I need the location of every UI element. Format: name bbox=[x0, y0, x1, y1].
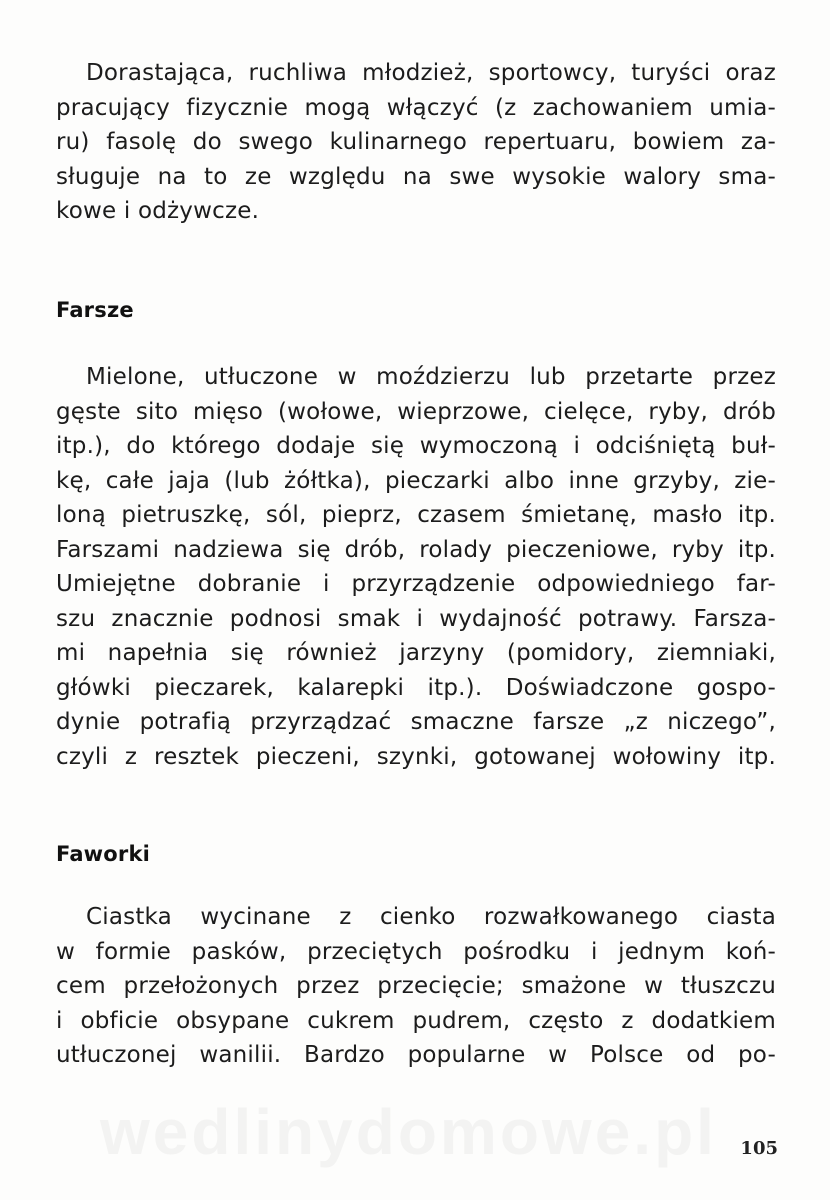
text-line: cem przełożonych przez przecięcie; smażone w tłuszczu bbox=[56, 973, 776, 999]
text-line: utłuczonej wanilii. Bardzo popularne w Polsce od po- bbox=[56, 1042, 776, 1068]
text-line: Farszami nadziewa się drób, rolady pieczeniowe, ryby itp. bbox=[56, 536, 776, 563]
text-line: kę, całe jaja (lub żółtka), pieczarki albo inne grzyby, zie- bbox=[56, 467, 776, 494]
text-line: kowe i odżywcze. bbox=[56, 198, 260, 224]
watermark-text: wedlinydomowe.pl bbox=[100, 1096, 717, 1168]
text-line: Umiejętne dobranie i przyrządzenie odpowiedniego far- bbox=[56, 571, 776, 597]
text-line: itp.), do którego dodaje się wymoczoną i odciśniętą buł- bbox=[56, 433, 776, 459]
text-line: sługuje na to ze względu na swe wysokie walory sma- bbox=[56, 163, 776, 190]
section-heading-faworki: Faworki bbox=[56, 842, 151, 866]
text-line: loną pietruszkę, sól, pieprz, czasem śmietanę, masło itp. bbox=[56, 502, 776, 528]
text-line: Dorastająca, ruchliwa młodzież, sportowcy, turyści oraz bbox=[86, 60, 776, 86]
text-line: szu znacznie podnosi smak i wydajność potrawy. Farsza- bbox=[56, 605, 776, 632]
text-line: w formie pasków, przeciętych pośrodku i jednym koń- bbox=[56, 938, 776, 965]
text-line: i obficie obsypane cukrem pudrem, często z dodatkiem bbox=[56, 1007, 776, 1034]
text-line: dynie potrafią przyrządzać smaczne farsze „z niczego”, bbox=[56, 709, 776, 735]
intro-paragraph bbox=[56, 56, 776, 229]
text-line: ru) fasolę do swego kulinarnego repertuaru, bowiem za- bbox=[56, 129, 776, 155]
farsze-paragraph bbox=[56, 360, 776, 774]
text-line: mi napełnia się również jarzyny (pomidory, ziemniaki, bbox=[56, 640, 776, 666]
text-line: gęste sito mięso (wołowe, wieprzowe, cielęce, ryby, drób bbox=[56, 398, 776, 425]
page-number: 105 bbox=[740, 1138, 778, 1159]
text-line: pracujący fizycznie mogą włączyć (z zachowaniem umia- bbox=[56, 94, 776, 121]
text-line: główki pieczarek, kalarepki itp.). Doświadczone gospo- bbox=[56, 674, 776, 701]
text-line: czyli z resztek pieczeni, szynki, gotowanej wołowiny itp. bbox=[56, 743, 776, 770]
faworki-paragraph bbox=[56, 900, 776, 1073]
text-line: Ciastka wycinane z cienko rozwałkowanego ciasta bbox=[86, 904, 776, 930]
text-line: Mielone, utłuczone w moździerzu lub przetarte przez bbox=[86, 364, 776, 390]
section-heading-farsze: Farsze bbox=[56, 298, 134, 322]
